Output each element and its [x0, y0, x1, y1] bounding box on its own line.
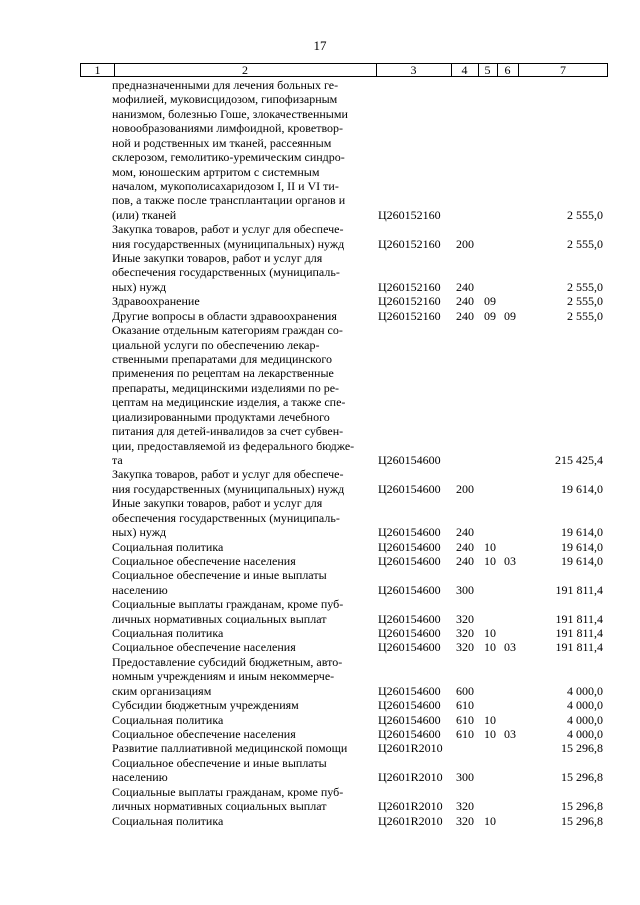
row-section: 10 — [484, 640, 496, 655]
row-sum: 15 296,8 — [561, 799, 603, 814]
row-sum: 2 555,0 — [567, 279, 603, 294]
row-name-line: Закупка товаров, работ и услуг для обеспече- — [112, 467, 344, 482]
row-section: 10 — [484, 553, 496, 568]
row-name-line: обеспечения государственных (муниципаль- — [112, 265, 340, 280]
row-name-line: циализированными продуктами лечебного — [112, 409, 330, 424]
row-expense-type: 320 — [456, 626, 474, 641]
row-code: Ц260154600 — [378, 683, 441, 698]
row-subsection: 03 — [504, 640, 516, 655]
row-code: Ц260152160 — [378, 308, 441, 323]
row-expense-type: 240 — [456, 539, 474, 554]
row-code: Ц260154600 — [378, 726, 441, 741]
row-name-line: та — [112, 452, 123, 467]
row-name — [112, 568, 370, 597]
row-name-line: новообразованиями лимфоидной, кроветвор- — [112, 121, 344, 136]
row-code: Ц2601R2010 — [378, 799, 443, 814]
header-col-5: 5 — [484, 63, 491, 77]
row-sum: 19 614,0 — [561, 553, 603, 568]
row-sum: 4 000,0 — [567, 683, 603, 698]
row-expense-type: 610 — [456, 698, 474, 713]
row-name-line: Социальная политика — [112, 539, 224, 554]
row-code: Ц260154600 — [378, 640, 441, 655]
row-code: Ц260154600 — [378, 626, 441, 641]
row-name-line: предназначенными для лечения больных ге- — [112, 78, 339, 92]
row-sum: 15 296,8 — [561, 813, 603, 828]
row-expense-type: 200 — [456, 236, 474, 251]
row-expense-type: 300 — [456, 582, 474, 597]
table-row — [0, 727, 640, 741]
row-section: 09 — [484, 308, 496, 323]
row-name-line: применения по рецептам на лекарственные — [112, 366, 334, 381]
table-row — [0, 785, 640, 814]
table-row — [0, 655, 640, 698]
row-code: Ц260154600 — [378, 452, 441, 467]
row-name — [112, 78, 370, 222]
row-name-line: препараты, медицинскими изделиями по ре- — [112, 380, 340, 395]
row-code: Ц260152160 — [378, 279, 441, 294]
row-name-line: личных нормативных социальных выплат — [112, 799, 327, 814]
row-sum: 4 000,0 — [567, 698, 603, 713]
row-expense-type: 320 — [456, 611, 474, 626]
row-name — [112, 323, 370, 467]
row-name-line: мофилией, муковисцидозом, гипофизарным — [112, 92, 338, 107]
row-name-line: ским организациям — [112, 683, 212, 698]
row-sum: 191 811,4 — [555, 640, 603, 655]
row-name-line: Социальное обеспечение населения — [112, 726, 296, 741]
row-name — [112, 713, 370, 727]
row-expense-type: 610 — [456, 712, 474, 727]
row-name — [112, 727, 370, 741]
row-name-line: цептам на медицинские изделия, а также спе- — [112, 395, 346, 410]
row-name — [112, 698, 370, 712]
row-name-line: номным учреждениям и иным некоммерче- — [112, 669, 335, 684]
row-expense-type: 240 — [456, 279, 474, 294]
row-name — [112, 655, 370, 698]
row-section: 10 — [484, 813, 496, 828]
table-row — [0, 741, 640, 755]
row-name-line: личных нормативных социальных выплат — [112, 611, 327, 626]
table-row — [0, 540, 640, 554]
row-name — [112, 814, 370, 828]
row-name-line: Предоставление субсидий бюджетным, авто- — [112, 654, 343, 669]
row-name-line: циальной услуги по обеспечению лекар- — [112, 337, 320, 352]
table-row — [0, 568, 640, 597]
table-row — [0, 698, 640, 712]
row-name — [112, 741, 370, 755]
row-name — [112, 540, 370, 554]
row-name-line: ных) нужд — [112, 279, 167, 294]
row-name-line: (или) тканей — [112, 207, 177, 222]
row-sum: 19 614,0 — [561, 525, 603, 540]
row-code: Ц260154600 — [378, 712, 441, 727]
table-row — [0, 640, 640, 654]
row-expense-type: 610 — [456, 726, 474, 741]
row-code: Ц260154600 — [378, 525, 441, 540]
table-row — [0, 496, 640, 539]
row-code: Ц2601R2010 — [378, 813, 443, 828]
row-sum: 191 811,4 — [555, 611, 603, 626]
table-row — [0, 251, 640, 294]
row-name-line: ственными препаратами для медицинского — [112, 352, 332, 367]
row-sum: 19 614,0 — [561, 481, 603, 496]
row-name — [112, 597, 370, 626]
row-name-line: Социальные выплаты гражданам, кроме пуб- — [112, 597, 344, 612]
row-sum: 4 000,0 — [567, 712, 603, 727]
row-name-line: Социальная политика — [112, 626, 224, 641]
header-col-6: 6 — [504, 63, 511, 77]
row-expense-type: 240 — [456, 294, 474, 309]
table-row — [0, 626, 640, 640]
table-row — [0, 294, 640, 308]
row-subsection: 09 — [504, 308, 516, 323]
row-name — [112, 251, 370, 294]
header-col-2: 2 — [242, 63, 248, 77]
row-sum: 2 555,0 — [567, 294, 603, 309]
row-section: 10 — [484, 726, 496, 741]
row-name-line: обеспечения государственных (муниципаль- — [112, 510, 340, 525]
table-row — [0, 222, 640, 251]
row-name-line: Социальное обеспечение населения — [112, 553, 296, 568]
row-code: Ц260154600 — [378, 481, 441, 496]
row-code: Ц2601R2010 — [378, 741, 443, 756]
row-sum: 2 555,0 — [567, 308, 603, 323]
row-name-line: населению — [112, 770, 168, 785]
table-row — [0, 309, 640, 323]
table-header — [80, 63, 608, 77]
row-expense-type: 300 — [456, 770, 474, 785]
row-code: Ц260152160 — [378, 294, 441, 309]
row-code: Ц260154600 — [378, 582, 441, 597]
row-code: Ц260152160 — [378, 207, 441, 222]
row-name-line: питания для детей-инвалидов за счет субвен- — [112, 424, 344, 439]
row-name-line: Социальные выплаты гражданам, кроме пуб- — [112, 784, 344, 799]
row-name — [112, 785, 370, 814]
row-code: Ц260154600 — [378, 539, 441, 554]
table-row — [0, 597, 640, 626]
row-name-line: нанизмом, болезнью Гоше, злокачественными — [112, 106, 348, 121]
row-name-line: пов, а также после трансплантации органов и — [112, 193, 346, 208]
row-name-line: ной и родственных им тканей, рассеянным — [112, 135, 332, 150]
row-name-line: населению — [112, 582, 168, 597]
header-col-3: 3 — [410, 63, 417, 77]
table-row — [0, 756, 640, 785]
row-code: Ц260154600 — [378, 553, 441, 568]
row-name-line: Оказание отдельным категориям граждан со- — [112, 323, 343, 338]
row-sum: 4 000,0 — [567, 726, 603, 741]
row-section: 09 — [484, 294, 496, 309]
row-name-line: Социальная политика — [112, 712, 224, 727]
row-expense-type: 200 — [456, 481, 474, 496]
header-col-4: 4 — [461, 63, 468, 77]
row-name-line: Социальное обеспечение населения — [112, 640, 296, 655]
row-sum: 2 555,0 — [567, 207, 603, 222]
row-expense-type: 600 — [456, 683, 474, 698]
row-name — [112, 496, 370, 539]
row-section: 10 — [484, 712, 496, 727]
row-sum: 2 555,0 — [567, 236, 603, 251]
row-name — [112, 309, 370, 323]
row-name — [112, 640, 370, 654]
row-name-line: ния государственных (муниципальных) нужд — [112, 481, 345, 496]
row-name — [112, 756, 370, 785]
row-expense-type: 320 — [456, 799, 474, 814]
row-code: Ц260154600 — [378, 698, 441, 713]
row-sum: 191 811,4 — [555, 582, 603, 597]
row-name-line: Социальное обеспечение и иные выплаты — [112, 755, 327, 770]
row-name-line: Иные закупки товаров, работ и услуг для — [112, 496, 323, 511]
row-name — [112, 222, 370, 251]
row-expense-type: 240 — [456, 525, 474, 540]
row-name-line: ных) нужд — [112, 525, 167, 540]
row-section: 10 — [484, 539, 496, 554]
row-name-line: Субсидии бюджетным учреждениям — [112, 698, 299, 713]
row-name — [112, 554, 370, 568]
row-sum: 15 296,8 — [561, 741, 603, 756]
row-name-line: Социальная политика — [112, 813, 224, 828]
table-row — [0, 814, 640, 828]
header-col-7: 7 — [560, 63, 566, 77]
table-row — [0, 713, 640, 727]
table-row — [0, 78, 640, 222]
row-name-line: Развитие паллиативной медицинской помощи — [112, 741, 348, 756]
row-name-line: Закупка товаров, работ и услуг для обеспече- — [112, 222, 344, 237]
row-name — [112, 626, 370, 640]
row-name-line: склерозом, гемолитико-уремическим синдро- — [112, 150, 345, 165]
row-sum: 215 425,4 — [555, 452, 603, 467]
row-name — [112, 467, 370, 496]
row-name-line: Другие вопросы в области здравоохранения — [112, 308, 337, 323]
row-name — [112, 294, 370, 308]
row-name-line: началом, мукополисахаридозом I, II и VI ти- — [112, 178, 339, 193]
row-name-line: Здравоохранение — [112, 294, 200, 309]
row-name-line: ния государственных (муниципальных) нужд — [112, 236, 345, 251]
row-expense-type: 320 — [456, 640, 474, 655]
row-name-line: Иные закупки товаров, работ и услуг для — [112, 251, 323, 266]
table-body — [0, 78, 640, 828]
row-sum: 19 614,0 — [561, 539, 603, 554]
row-subsection: 03 — [504, 553, 516, 568]
row-code: Ц260152160 — [378, 236, 441, 251]
row-name-line: Социальное обеспечение и иные выплаты — [112, 568, 327, 583]
row-code: Ц2601R2010 — [378, 770, 443, 785]
row-subsection: 03 — [504, 726, 516, 741]
row-expense-type: 240 — [456, 553, 474, 568]
header-col-1: 1 — [94, 63, 101, 77]
page-number: 17 — [313, 38, 327, 53]
row-expense-type: 240 — [456, 308, 474, 323]
row-section: 10 — [484, 626, 496, 641]
row-name-line: мом, юношеским артритом с системным — [112, 164, 320, 179]
row-code: Ц260154600 — [378, 611, 441, 626]
row-name-line: ции, предоставляемой из федерального бюдже- — [112, 438, 355, 453]
table-row — [0, 323, 640, 467]
table-row — [0, 467, 640, 496]
table-row — [0, 554, 640, 568]
row-expense-type: 320 — [456, 813, 474, 828]
row-sum: 15 296,8 — [561, 770, 603, 785]
row-sum: 191 811,4 — [555, 626, 603, 641]
